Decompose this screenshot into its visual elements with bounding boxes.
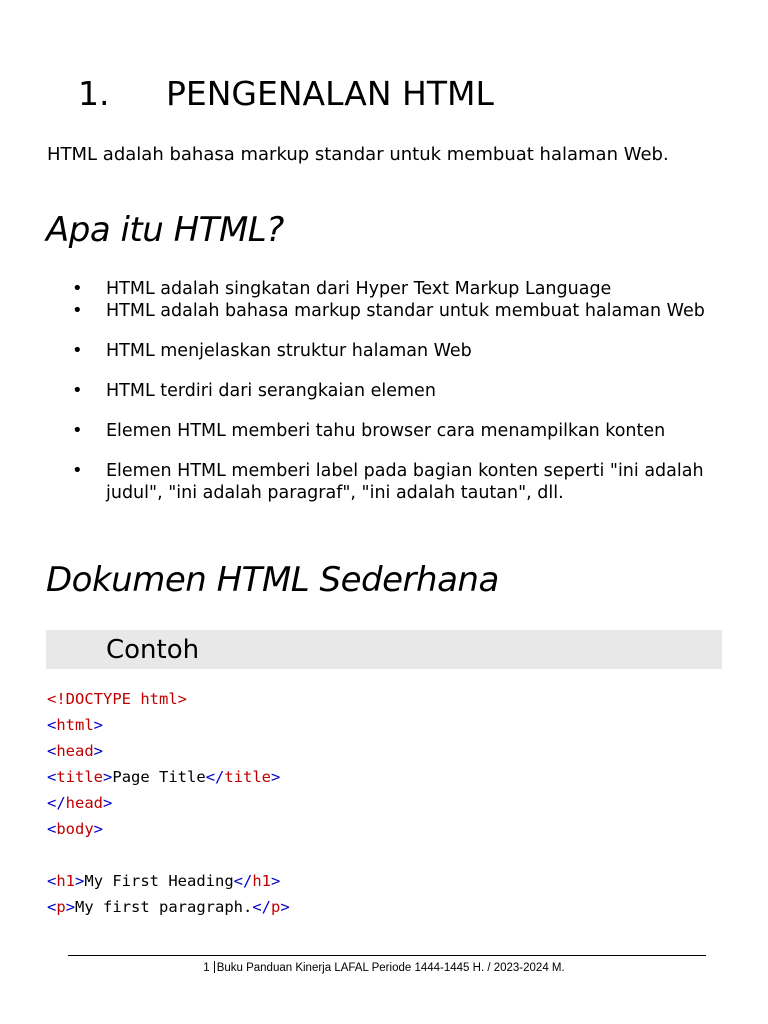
code-token: </ bbox=[252, 898, 272, 916]
code-token: h1 bbox=[56, 872, 76, 890]
code-token: > bbox=[65, 898, 76, 916]
code-token: Page Title bbox=[112, 768, 206, 786]
list-item: • HTML adalah singkatan dari Hyper Text Markup Language bbox=[62, 278, 722, 300]
code-line bbox=[47, 842, 290, 868]
code-token: head bbox=[65, 794, 103, 812]
code-token: < bbox=[47, 898, 57, 916]
code-token: > bbox=[103, 768, 113, 786]
code-token: </ bbox=[47, 794, 66, 812]
code-token: < bbox=[47, 768, 57, 786]
code-token: < bbox=[47, 716, 57, 734]
code-token: < bbox=[47, 872, 57, 890]
code-token: p bbox=[271, 898, 281, 916]
code-token: > bbox=[271, 872, 281, 890]
footer-text: Buku Panduan Kinerja LAFAL Periode 1444-1445 H. / 2023-2024 M. bbox=[216, 962, 565, 974]
code-token: > bbox=[103, 794, 113, 812]
code-line bbox=[47, 764, 290, 790]
section-heading-what-is-html: Apa itu HTML? bbox=[46, 210, 284, 250]
page-number: 1 bbox=[203, 962, 210, 974]
code-token: > bbox=[93, 820, 104, 838]
code-token: h1 bbox=[252, 872, 272, 890]
list-item: • HTML menjelaskan struktur halaman Web bbox=[62, 340, 722, 362]
list-item: • HTML adalah bahasa markup standar untuk membuat halaman Web bbox=[62, 300, 722, 322]
code-token: > bbox=[75, 872, 85, 890]
code-line bbox=[47, 712, 290, 738]
code-token: My first paragraph. bbox=[75, 898, 253, 916]
code-line bbox=[47, 868, 290, 894]
code-token: < bbox=[47, 820, 57, 838]
example-header-bar bbox=[46, 630, 722, 669]
example-label: Contoh bbox=[106, 635, 200, 665]
list-item: • Elemen HTML memberi label pada bagian konten seperti "ini adalah judul", "ini adalah paragraf", "ini adalah tautan", dll. bbox=[62, 460, 722, 504]
footer-divider bbox=[68, 955, 706, 956]
chapter-number: 1. bbox=[78, 74, 110, 113]
list-item: • Elemen HTML memberi tahu browser cara menampilkan konten bbox=[62, 420, 722, 442]
intro-paragraph: HTML adalah bahasa markup standar untuk membuat halaman Web. bbox=[47, 144, 669, 165]
code-line bbox=[47, 738, 290, 764]
list-item: • HTML terdiri dari serangkaian elemen bbox=[62, 380, 722, 402]
code-line bbox=[47, 686, 290, 712]
chapter-title-text: PENGENALAN HTML bbox=[166, 74, 494, 113]
code-line bbox=[47, 816, 290, 842]
code-line bbox=[47, 894, 290, 920]
footer-separator bbox=[214, 961, 215, 973]
code-token: html bbox=[56, 716, 94, 734]
code-token: > bbox=[271, 768, 281, 786]
code-token: p bbox=[56, 898, 66, 916]
code-token: title bbox=[56, 768, 104, 786]
code-token: > bbox=[93, 742, 104, 760]
section-heading-simple-html-document: Dokumen HTML Sederhana bbox=[46, 560, 499, 600]
code-token: < bbox=[47, 742, 57, 760]
bullet-list bbox=[62, 278, 722, 504]
code-token: <!DOCTYPE html> bbox=[47, 690, 187, 708]
code-block bbox=[47, 686, 290, 920]
page-footer bbox=[0, 961, 768, 974]
code-token: </ bbox=[233, 872, 253, 890]
code-token: > bbox=[93, 716, 104, 734]
code-token: My First Heading bbox=[84, 872, 234, 890]
code-token: body bbox=[56, 820, 94, 838]
chapter-title bbox=[78, 74, 494, 113]
code-token: > bbox=[280, 898, 290, 916]
code-token: title bbox=[224, 768, 272, 786]
code-line bbox=[47, 790, 290, 816]
code-token: head bbox=[56, 742, 94, 760]
code-token: </ bbox=[205, 768, 225, 786]
